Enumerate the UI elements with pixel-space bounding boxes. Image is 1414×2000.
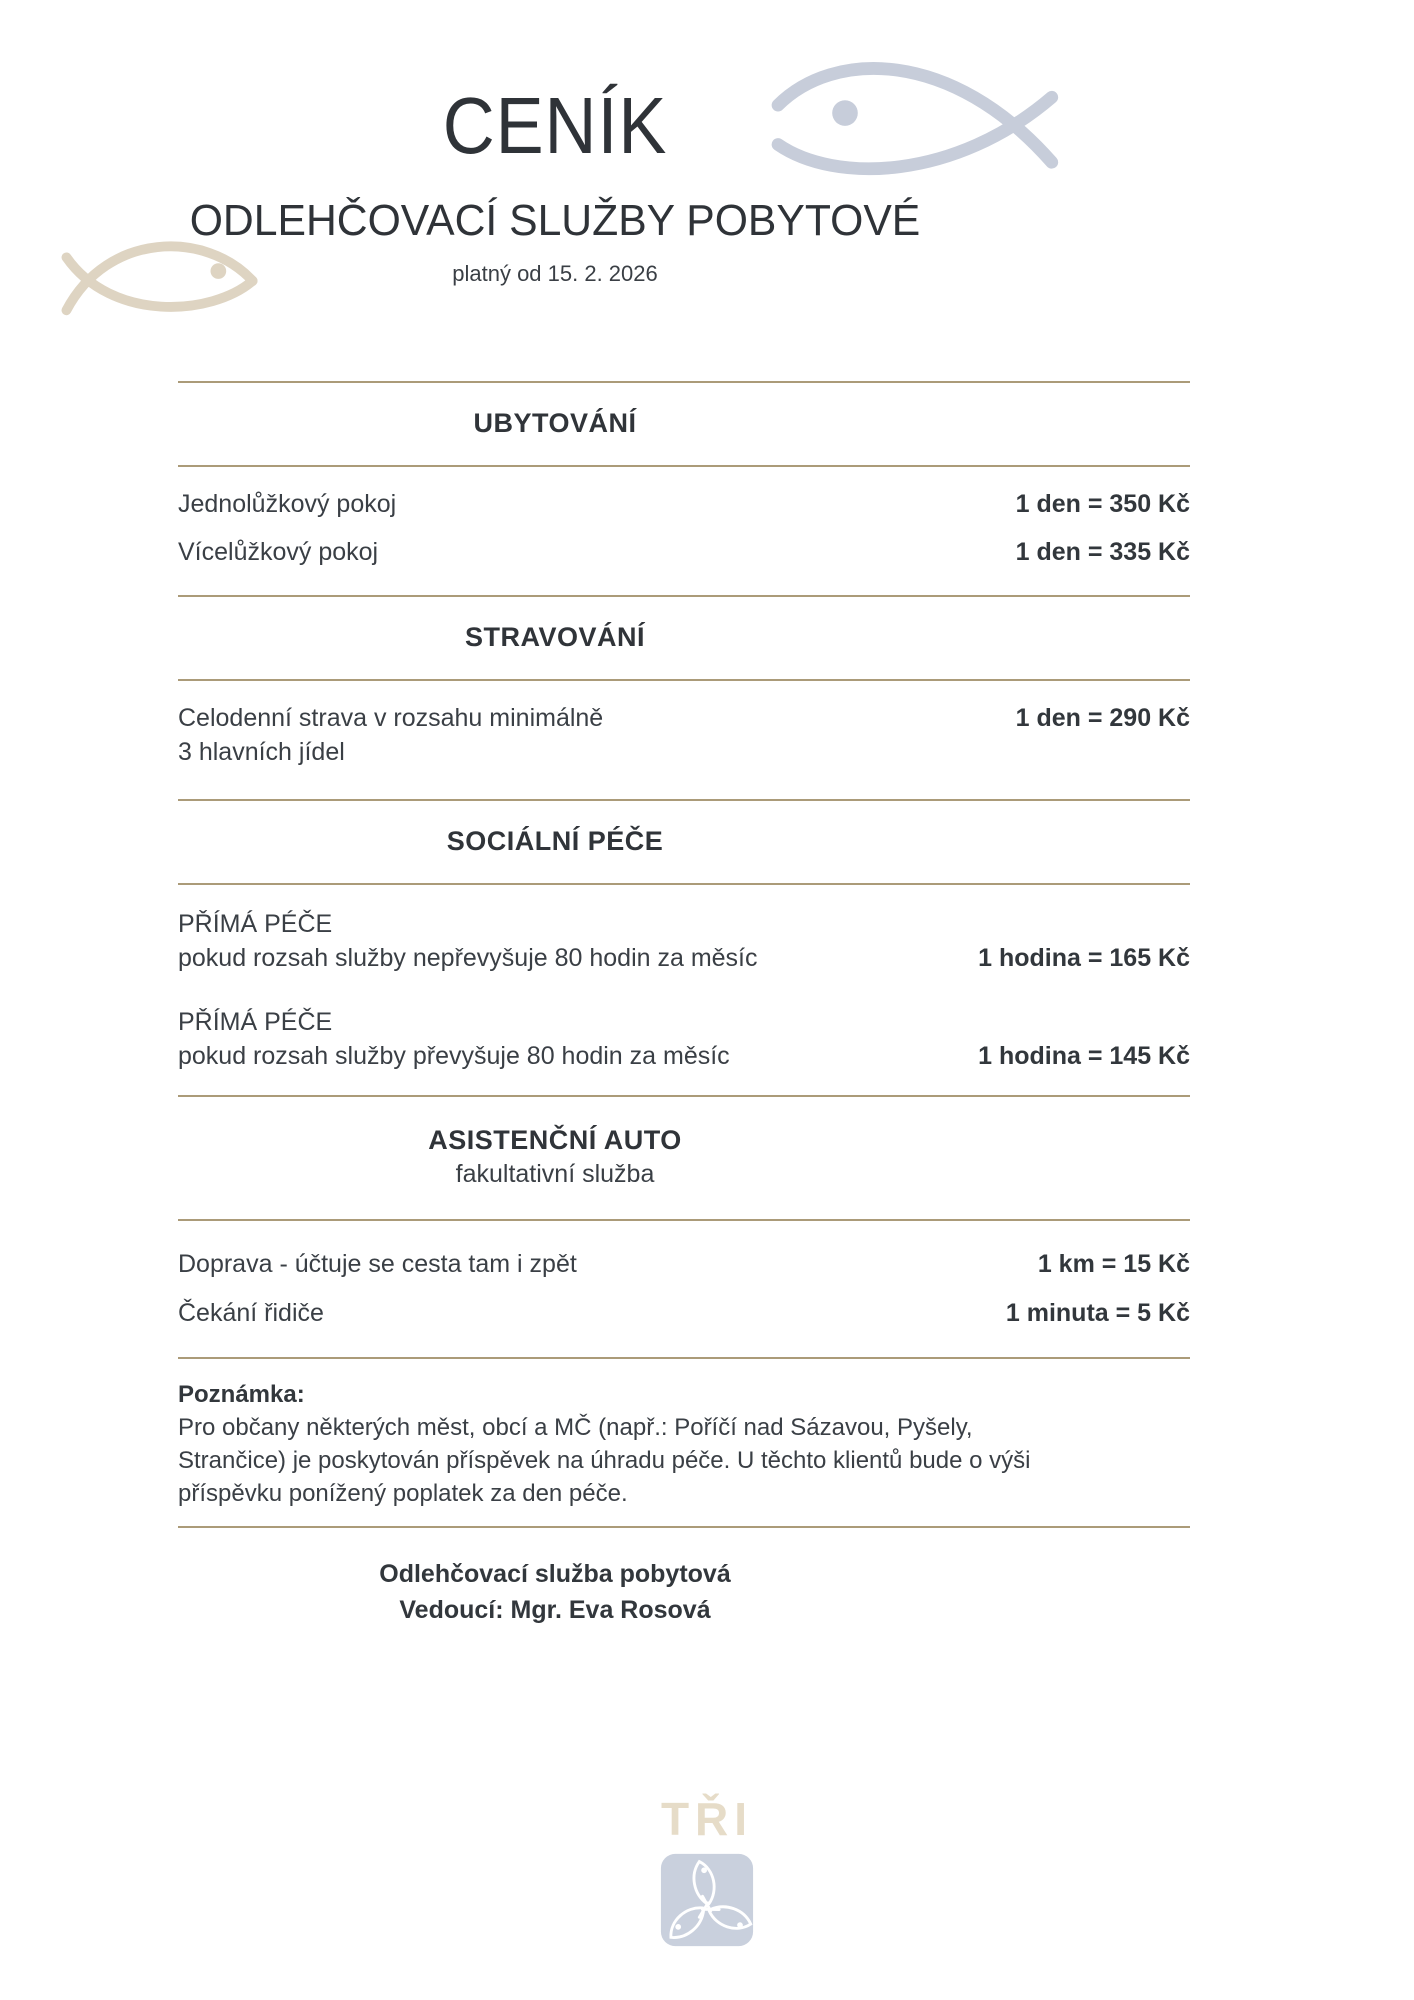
section-rows — [178, 681, 1190, 799]
section-header — [178, 1097, 932, 1219]
section-header — [178, 383, 932, 465]
note-text-line: Strančice) je poskytován příspěvek na úhradu péče. U těchto klientů bude o výši — [178, 1447, 1031, 1474]
section-subtitle: fakultativní služba — [455, 1160, 655, 1188]
section-title: UBYTOVÁNÍ — [473, 408, 637, 438]
row-label: Vícelůžkový pokoj — [178, 538, 379, 566]
price-row — [178, 487, 1190, 521]
row-price: 1 km = 15 Kč — [1037, 1250, 1190, 1278]
content-column — [178, 381, 1190, 1628]
row-price: 1 den = 335 Kč — [1015, 538, 1190, 566]
price-row — [178, 1005, 1190, 1073]
organization-logo — [0, 1793, 1414, 1953]
note-heading: Poznámka: — [178, 1381, 305, 1408]
price-row — [178, 701, 1190, 769]
section-title: SOCIÁLNÍ PÉČE — [446, 826, 664, 856]
page-subtitle: ODLEHČOVACÍ SLUŽBY POBYTOVÉ — [189, 196, 921, 245]
fish-logo-icon — [756, 50, 1062, 178]
footer-service-name: Odlehčovací služba pobytová — [379, 1560, 731, 1588]
row-price: 1 minuta = 5 Kč — [1005, 1299, 1190, 1327]
row-price: 1 den = 350 Kč — [1015, 490, 1190, 518]
section-rows — [178, 467, 1190, 595]
row-label: Čekání řidiče — [178, 1299, 324, 1327]
note-text-line: Pro občany některých měst, obcí a MČ (např.: Poříčí nad Sázavou, Pyšely, — [178, 1414, 973, 1441]
row-label: Doprava - účtuje se cesta tam i zpět — [178, 1250, 577, 1278]
organization-logo-text: TŘI — [660, 1793, 754, 1845]
footer-manager-name: Vedoucí: Mgr. Eva Rosová — [399, 1596, 711, 1624]
price-row — [178, 1247, 1190, 1281]
row-label: Jednolůžkový pokoj — [178, 490, 397, 518]
divider — [178, 1526, 1190, 1528]
price-section — [178, 1095, 1190, 1357]
row-price: 1 den = 290 Kč — [1015, 704, 1190, 732]
price-section — [178, 381, 1190, 595]
price-section — [178, 799, 1190, 1095]
row-label: PŘÍMÁ PÉČE pokud rozsah služby převyšuje 80 hodin za měsíc — [178, 1008, 730, 1070]
price-sections — [178, 381, 1190, 1357]
validity-date: platný od 15. 2. 2026 — [452, 261, 658, 286]
footer-block — [178, 1556, 932, 1628]
section-rows — [178, 1221, 1190, 1357]
price-row — [178, 535, 1190, 569]
section-title: STRAVOVÁNÍ — [464, 622, 645, 652]
section-title: ASISTENČNÍ AUTO — [428, 1125, 682, 1155]
note-text-line: příspěvku ponížený poplatek za den péče. — [178, 1480, 628, 1507]
row-price: 1 hodina = 165 Kč — [978, 944, 1190, 972]
section-header — [178, 597, 932, 679]
page-title: CENÍK — [442, 81, 668, 170]
price-row — [178, 1296, 1190, 1330]
row-label: PŘÍMÁ PÉČE pokud rozsah služby nepřevyšuje 80 hodin za měsíc — [178, 910, 758, 972]
three-fish-logo-icon — [0, 1852, 1414, 1953]
row-price: 1 hodina = 145 Kč — [978, 1042, 1190, 1070]
row-label: Celodenní strava v rozsahu minimálně 3 hlavních jídel — [178, 704, 604, 766]
price-section — [178, 595, 1190, 799]
section-header — [178, 801, 932, 883]
section-rows — [178, 885, 1190, 1095]
price-row — [178, 907, 1190, 975]
note-block — [178, 1359, 1190, 1526]
